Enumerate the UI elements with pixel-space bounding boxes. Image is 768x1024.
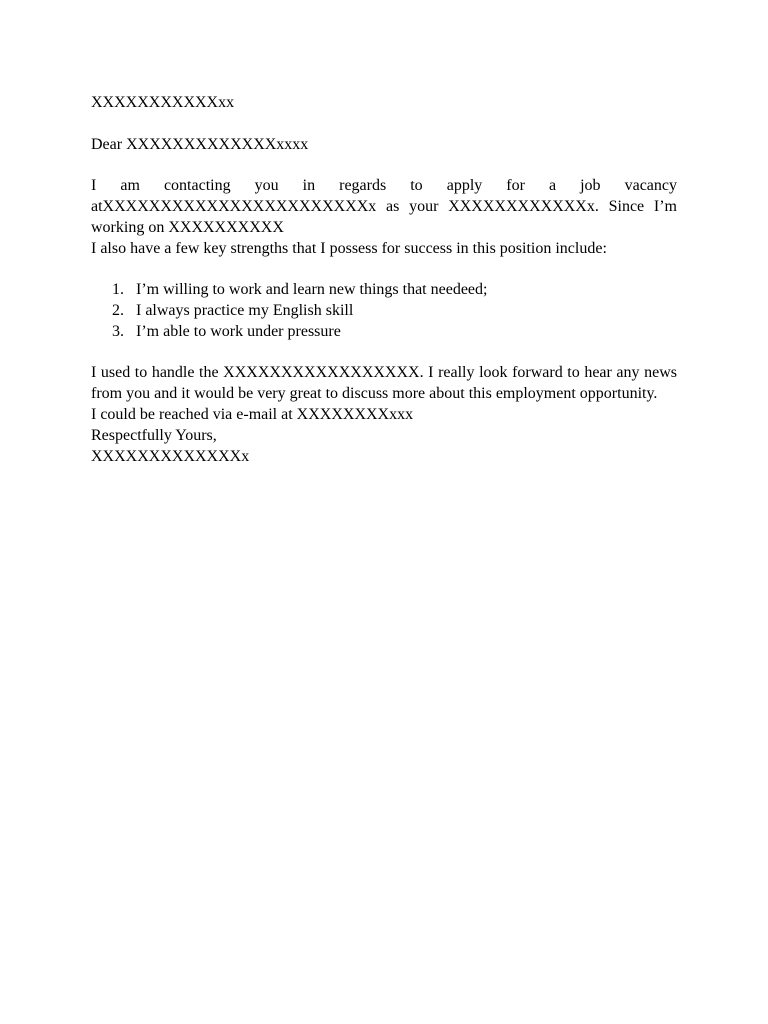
salutation: Dear XXXXXXXXXXXXXxxxx [91, 135, 309, 153]
spacer [91, 155, 677, 176]
list-item [91, 280, 677, 301]
closing-paragraph: I used to handle the XXXXXXXXXXXXXXXXX. I really look forward to hear any news from you and it would be very great to discuss more about this employment opportunity. [91, 364, 677, 403]
signoff: Respectfully Yours, [91, 426, 217, 444]
list-item [91, 322, 677, 343]
list-item-number: 2. [112, 301, 124, 319]
strengths-intro: I also have a few key strengths that I possess for success in this position include: [91, 239, 607, 257]
signature: XXXXXXXXXXXXXx [91, 447, 250, 465]
intro-paragraph: I am contacting you in regards to apply for a job vacancy atXXXXXXXXXXXXXXXXXXXXXXXx as your XXXXXXXXXXXXx. Since I’m working on XXXXXXXXXX [91, 177, 677, 236]
letter-header: XXXXXXXXXXXxx [91, 94, 235, 111]
list-item-text: I’m willing to work and learn new things that needeed; [136, 281, 488, 299]
list-item-text: I always practice my English skill [136, 301, 354, 319]
spacer [91, 343, 677, 364]
letter-document [91, 93, 677, 467]
list-item-text: I’m able to work under pressure [136, 322, 341, 340]
list-item-number: 3. [112, 322, 124, 340]
contact-line: I could be reached via e-mail at XXXXXXXXxxx [91, 405, 414, 423]
strengths-list [91, 280, 677, 342]
list-item-number: 1. [112, 281, 124, 299]
list-item [91, 301, 677, 322]
spacer [91, 259, 677, 280]
spacer [91, 114, 677, 135]
